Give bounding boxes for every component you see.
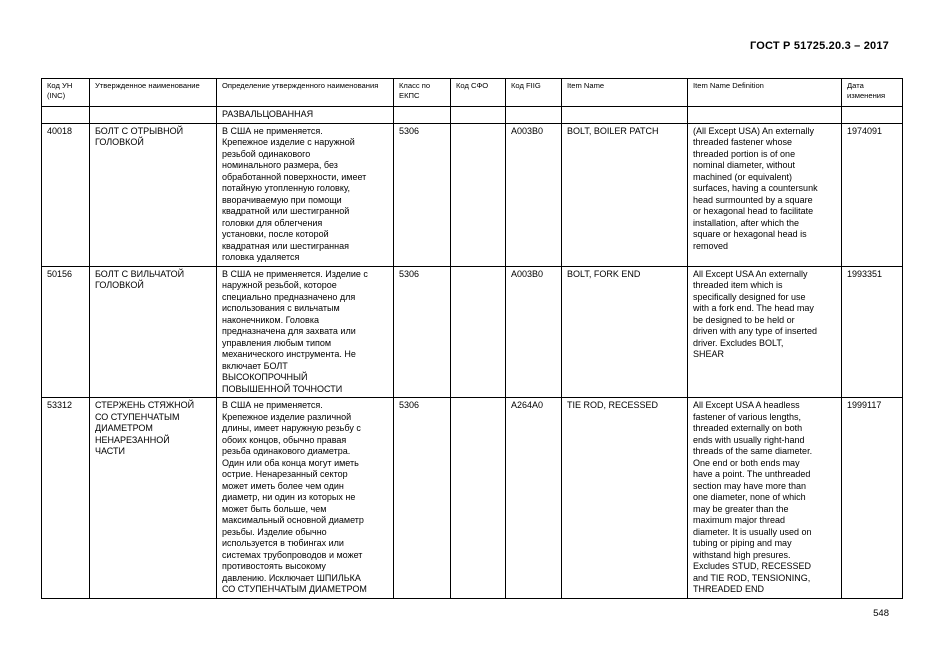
cell-definition: В США не применяется. Крепежное изделие различной длины, имеет наружную резьбу с обоих концов, обычно правая резьба одинакового диаметра. Один или оба конца могут иметь острие. Ненарезанный сектор может иметь более чем один диаметр, ни один из которых не может быть больше, чем максимальный основной диаметр резьбы. Изделие обычно используется в тюбингах или системах трубопроводов и может противостоять высокому давлению. Исключает ШПИЛЬКА СО СТУПЕНЧАТЫМ ДИАМЕТРОМ [217, 398, 394, 599]
cell-fiig [506, 107, 562, 124]
cell-fiig: A264A0 [506, 398, 562, 599]
cell-inc: 53312 [42, 398, 90, 599]
cell-change-date: 1993351 [842, 266, 903, 398]
table-header-row [42, 79, 903, 107]
cell-change-date [842, 107, 903, 124]
cell-item-name: BOLT, BOILER PATCH [562, 123, 688, 266]
column-header-item-name: Item Name [562, 79, 688, 107]
cell-definition: В США не применяется. Крепежное изделие с наружной резьбой одинакового номинального размера, без обработанной поверхности, имеет потайную утопленную головку, вворачиваемую при помощи квадратной или шестигранной головки для облегчения установки, после которой квадратная или шестигранная головка удаляется [217, 123, 394, 266]
cell-class: 5306 [394, 266, 451, 398]
cell-inc [42, 107, 90, 124]
cell-sfo-code [451, 266, 506, 398]
cell-item-name [562, 107, 688, 124]
cell-inc: 40018 [42, 123, 90, 266]
table-row [42, 107, 903, 124]
column-header-class: Класс по ЕКПС [394, 79, 451, 107]
cell-approved-name [90, 107, 217, 124]
cell-item-name-definition [688, 107, 842, 124]
table-row [42, 123, 903, 266]
cell-approved-name: БОЛТ С ОТРЫВНОЙ ГОЛОВКОЙ [90, 123, 217, 266]
cell-item-name-definition: (All Except USA) An externally threaded fastener whose threaded portion is of one nominal diameter, without machined (or equivalent) surfaces, having a countersunk head surmounted by a square or hexagonal head to facilitate installation, after which the square or hexagonal head is removed [688, 123, 842, 266]
cell-sfo-code [451, 123, 506, 266]
catalog-table [41, 78, 903, 599]
standard-header: ГОСТ Р 51725.20.3 – 2017 [749, 40, 889, 52]
cell-approved-name: БОЛТ С ВИЛЬЧАТОЙ ГОЛОВКОЙ [90, 266, 217, 398]
cell-item-name: TIE ROD, RECESSED [562, 398, 688, 599]
cell-approved-name: СТЕРЖЕНЬ СТЯЖНОЙ СО СТУПЕНЧАТЫМ ДИАМЕТРОМ НЕНАРЕЗАННОЙ ЧАСТИ [90, 398, 217, 599]
page-number: 548 [873, 608, 889, 619]
cell-item-name-definition: All Except USA An externally threaded item which is specifically designed for use with a fork end. The head may be designed to be held or driven with any type of inserted driver. Excludes BOLT, SHEAR [688, 266, 842, 398]
cell-inc: 50156 [42, 266, 90, 398]
cell-change-date: 1974091 [842, 123, 903, 266]
cell-class: 5306 [394, 123, 451, 266]
column-header-definition: Определение утвержденного наименования [217, 79, 394, 107]
column-header-inc: Код УН (INC) [42, 79, 90, 107]
table-row [42, 266, 903, 398]
cell-fiig: A003B0 [506, 123, 562, 266]
cell-sfo-code [451, 398, 506, 599]
cell-item-name-definition: All Except USA A headless fastener of various lengths, threaded externally on both ends with usually right-hand threads of the same diameter. One end or both ends may have a point. The unthreaded section may have more than one diameter, none of which may be greater than the maximum major thread diameter. It is usually used on tubing or piping and may withstand high presures. Excludes STUD, RECESSED and TIE ROD, TENSIONING, THREADED END [688, 398, 842, 599]
cell-definition: В США не применяется. Изделие с наружной резьбой, которое специально предназначено для использования с вильчатым наконечником. Головка предназначена для захвата или управления любым типом механического инструмента. Не включает БОЛТ ВЫСОКОПРОЧНЫЙ ПОВЫШЕННОЙ ТОЧНОСТИ [217, 266, 394, 398]
cell-change-date: 1999117 [842, 398, 903, 599]
table-row [42, 398, 903, 599]
column-header-fiig: Код FIIG [506, 79, 562, 107]
cell-class [394, 107, 451, 124]
column-header-item-name-definition: Item Name Definition [688, 79, 842, 107]
cell-class: 5306 [394, 398, 451, 599]
column-header-approved-name: Утвержденное наименование [90, 79, 217, 107]
cell-item-name: BOLT, FORK END [562, 266, 688, 398]
cell-sfo-code [451, 107, 506, 124]
cell-definition: РАЗВАЛЬЦОВАННАЯ [217, 107, 394, 124]
column-header-change-date: Дата изменения [842, 79, 903, 107]
column-header-sfo-code: Код СФО [451, 79, 506, 107]
cell-fiig: A003B0 [506, 266, 562, 398]
